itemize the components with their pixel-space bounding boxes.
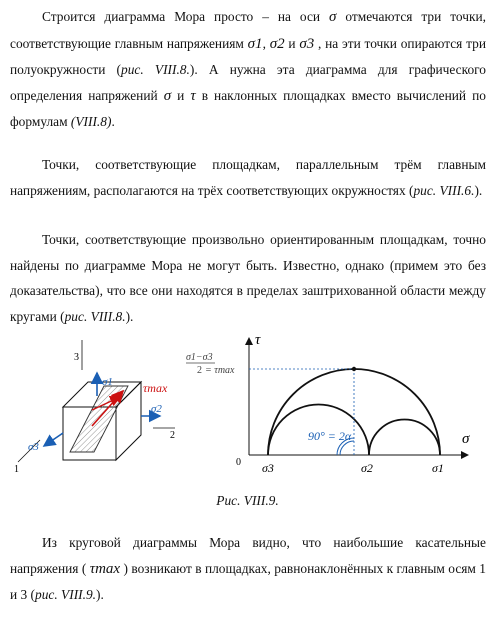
text: ). — [474, 182, 483, 198]
text: и — [171, 87, 191, 103]
text: Строится диаграмма Мора просто – на оси — [42, 9, 329, 24]
text: ) возникают в площадках, равнонаклонённых к главным осям 1 и 3 ( — [10, 560, 487, 602]
sigma3-symbol: σ3 — [299, 35, 315, 52]
sigma-symbol: σ — [329, 9, 337, 25]
cube-sigma2-label: σ2 — [151, 403, 162, 415]
cube-sigma1-label: σ1 — [102, 376, 113, 388]
text: , — [262, 35, 270, 51]
text: , на эти точки опираются три полуокружности ( — [10, 35, 486, 77]
formula-numerator: σ1−σ3 — [186, 352, 213, 363]
figure-caption: Рис. VIII.9. — [216, 493, 279, 508]
sigma1-symbol: σ1 — [247, 35, 263, 52]
sigma-axis-label: σ — [462, 431, 470, 447]
angle-label: 90° = 2α — [308, 429, 352, 443]
text: в наклонных площадках вместо вычислений по формулам — [10, 87, 486, 129]
sigma2-symbol: σ2 — [269, 35, 285, 52]
right-circle — [369, 420, 440, 456]
formula-denominator: 2 — [197, 365, 202, 376]
figure-reference: рис. VIII.8. — [121, 62, 190, 77]
point-sigma2-label: σ2 — [361, 461, 373, 475]
cube-sigma3-label: σ3 — [28, 441, 39, 453]
text: ). А нужна эта диаграмма для графического определения напряжений — [10, 62, 487, 103]
text: ). — [125, 308, 134, 324]
sigma3-arrow — [44, 433, 63, 446]
text: Из круговой диаграммы Мора видно, что наибольшие касательные напряжения ( — [10, 535, 486, 576]
text: . — [111, 114, 115, 129]
tau-max-point — [352, 367, 356, 371]
text: Точки, соответствующие произвольно ориентированным площадкам, точно найдены по диаграмме Мора не могут быть. Известно, однако (примем это без доказательства), что все они находятся в пределах заштрихованной области между кругами ( — [10, 232, 486, 324]
stress-cube — [14, 340, 175, 475]
formula-equals-tau-max: = τmax — [205, 365, 235, 376]
text: ). — [96, 587, 104, 602]
paragraph-circle-points — [10, 152, 486, 203]
origin-label: 0 — [236, 457, 241, 468]
tau-symbol: τ — [190, 87, 196, 104]
tau-max-symbol: τmax — [89, 560, 121, 577]
axis-2-label: 2 — [170, 430, 175, 441]
sigma-symbol: σ — [163, 87, 172, 104]
mohr-diagram — [186, 332, 470, 475]
text: отмечаются три точки, соответствующие главным напряжениям — [10, 9, 486, 51]
text: Точки, соответствующие площадкам, параллельным трём главным напряжениям, располагаются на трёх соответствующих окружностях ( — [10, 157, 486, 198]
tau-axis-label: τ — [255, 332, 261, 348]
axis-3-label: 3 — [74, 352, 79, 363]
axis-1-label: 1 — [14, 464, 19, 475]
point-sigma1-label: σ1 — [432, 461, 444, 475]
cube-tau-max-label: τmax — [143, 381, 168, 395]
figure-reference: рис. VIII.9. — [35, 587, 97, 602]
formula-reference: (VIII.8) — [70, 114, 112, 129]
text: и — [284, 35, 300, 51]
point-sigma3-label: σ3 — [262, 461, 274, 475]
figure-viii-9 — [0, 300, 495, 490]
paragraph-mohr-construction — [10, 4, 486, 135]
figure-reference: рис. VIII.6. — [413, 182, 475, 198]
figure-reference: рис. VIII.8. — [64, 308, 126, 324]
paragraph-tau-max — [10, 530, 486, 608]
